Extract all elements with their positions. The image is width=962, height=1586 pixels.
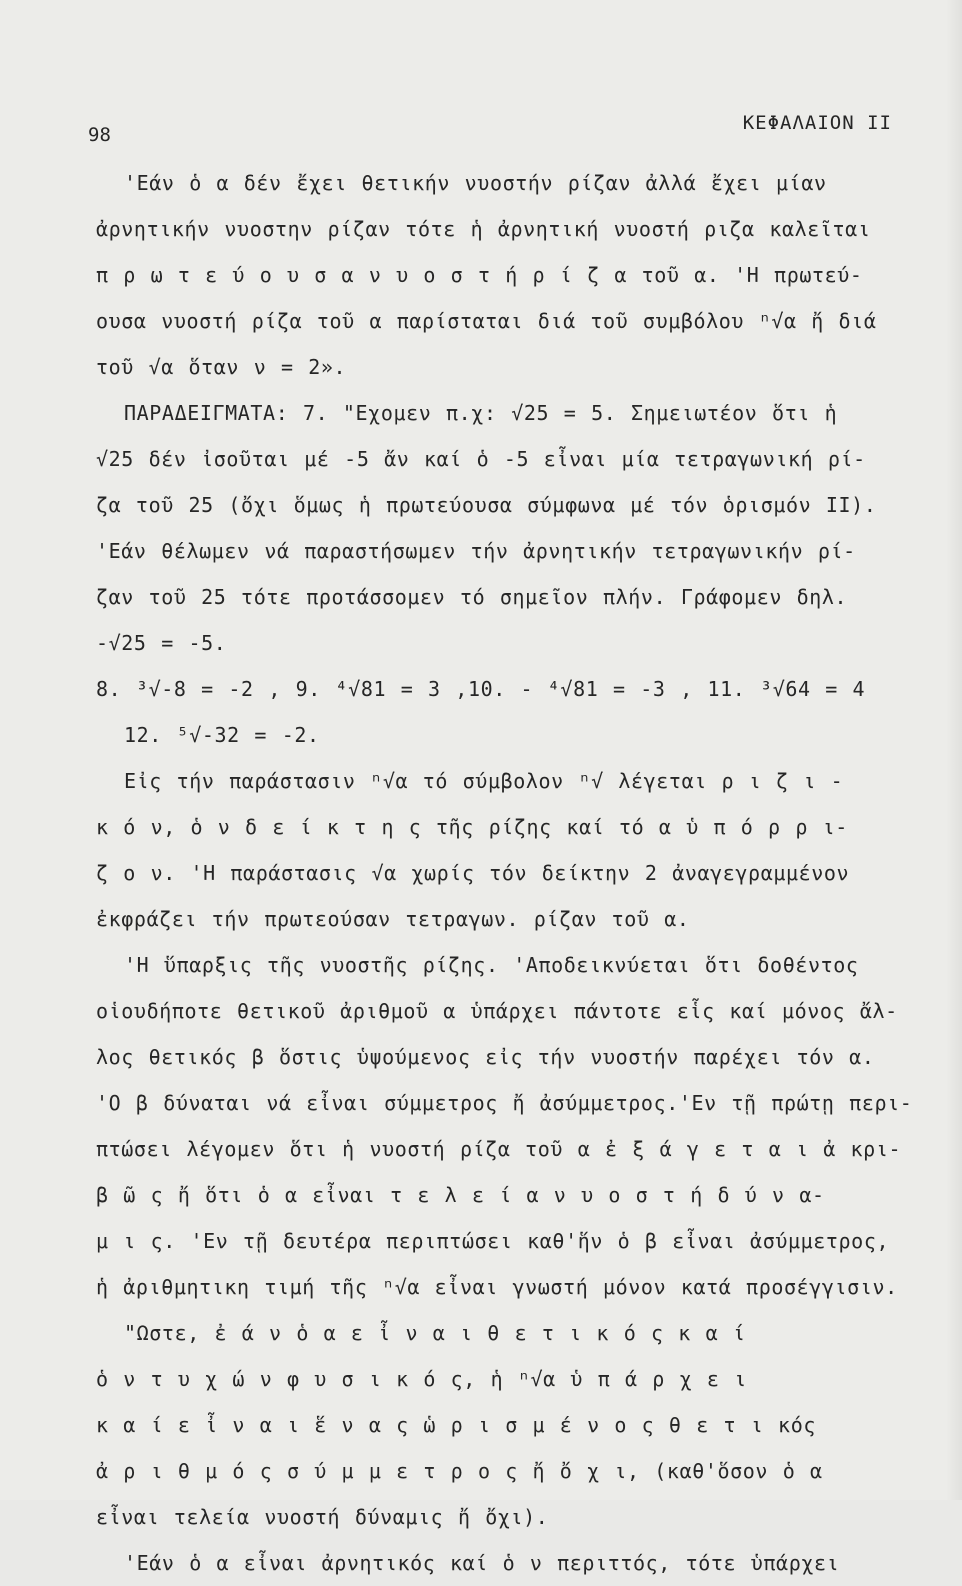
text-line: β ῶ ς ἤ ὅτι ὁ α εἶναι τ ε λ ε ί α ν υ ο σ τ ή δ ύ ν α- bbox=[96, 1183, 825, 1207]
text-line: πτώσει λέγομεν ὅτι ἡ νυοστή ρίζα τοῦ α ἐ ξ ά γ ε τ α ι ἀ κρι- bbox=[96, 1137, 902, 1161]
text-line: 'Ο β δύναται νά εἶναι σύμμετρος ἤ ἀσύμμετρος.'Εν τῇ πρώτῃ περι- bbox=[96, 1091, 913, 1115]
text-line: τοῦ √α ὅταν ν = 2». bbox=[96, 355, 347, 379]
page-body bbox=[96, 160, 948, 1586]
text-line: 'Εάν ὁ α εἶναι ἀρνητικός καί ὁ ν περιττός, τότε ὑπάρχει bbox=[124, 1551, 840, 1575]
formula-line: -√25 = -5. bbox=[96, 631, 227, 655]
text-line: εἶναι τελεία νυοστή δύναμις ἤ ὄχι). bbox=[96, 1505, 549, 1529]
page-number: 98 bbox=[88, 124, 111, 146]
text-line: ζαν τοῦ 25 τότε προτάσσομεν τό σημεῖον πλήν. Γράφομεν δηλ. bbox=[96, 585, 848, 609]
section-heading-line: 'Η ὕπαρξις τῆς νυοστῆς ρίζης. 'Αποδεικνύεται ὅτι δοθέντος bbox=[124, 953, 859, 977]
text-line: λος θετικός β ὅστις ὑψούμενος εἰς τήν νυοστήν παρέχει τόν α. bbox=[96, 1045, 875, 1069]
text-line: ἀ ρ ι θ μ ό ς σ ύ μ μ ε τ ρ ο ς ἤ ὄ χ ι, (καθ'ὅσον ὁ α bbox=[96, 1459, 823, 1483]
text-line: √25 δέν ἰσοῦται μέ -5 ἄν καί ὁ -5 εἶναι μία τετραγωνική ρί- bbox=[96, 447, 866, 471]
text-line: οἱουδήποτε θετικοῦ ἀριθμοῦ α ὑπάρχει πάντοτε εἷς καί μόνος ἄλ- bbox=[96, 999, 898, 1023]
text-line: μ ι ς. 'Εν τῇ δευτέρα περιπτώσει καθ'ἥν ὁ β εἶναι ἀσύμμετρος, bbox=[96, 1229, 890, 1253]
page-header bbox=[88, 112, 892, 152]
text-line: ὁ ν τ υ χ ώ ν φ υ σ ι κ ό ς, ἡ ⁿ√α ὑ π ά ρ χ ε ι bbox=[96, 1367, 747, 1391]
text-line: κ ό ν, ὁ ν δ ε ί κ τ η ς τῆς ρίζης καί τό α ὑ π ό ρ ρ ι- bbox=[96, 815, 848, 839]
text-line: ζ ο ν. 'Η παράστασις √α χωρίς τόν δείκτην 2 ἀναγεγραμμένον bbox=[96, 861, 850, 885]
examples-heading-line: ΠΑΡΑΔΕΙΓΜΑΤΑ: 7. "Εχομεν π.χ: √25 = 5. Σημειωτέον ὅτι ἡ bbox=[124, 401, 838, 425]
text-line: π ρ ω τ ε ύ ο υ σ α ν υ ο σ τ ή ρ ί ζ α τοῦ α. 'Η πρωτεύ- bbox=[96, 263, 863, 287]
formula-line: 12. ⁵√-32 = -2. bbox=[124, 723, 320, 747]
text-line: ἐκφράζει τήν πρωτεούσαν τετραγων. ρίζαν τοῦ α. bbox=[96, 907, 690, 931]
text-line: ἡ ἀριθμητικη τιμή τῆς ⁿ√α εἶναι γνωστή μόνον κατά προσέγγισιν. bbox=[96, 1275, 898, 1299]
text-line: κ α ί ε ἶ ν α ι ἕ ν α ς ὡ ρ ι σ μ έ ν ο ς θ ε τ ι κός bbox=[96, 1413, 816, 1437]
formula-line: 8. ³√-8 = -2 , 9. ⁴√81 = 3 ,10. - ⁴√81 = -3 , 11. ³√64 = 4 bbox=[96, 677, 866, 701]
text-line: ἀρνητικήν νυοστην ρίζαν τότε ἡ ἀρνητική νυοστή ριζα καλεῖται bbox=[96, 217, 871, 241]
text-line: Εἰς τήν παράστασιν ⁿ√α τό σύμβολον ⁿ√ λέγεται ρ ι ζ ι - bbox=[124, 769, 844, 793]
page-edge-shadow bbox=[946, 0, 962, 1500]
text-line: ουσα νυοστή ρίζα τοῦ α παρίσταται διά τοῦ συμβόλου ⁿ√α ἤ διά bbox=[96, 309, 877, 333]
text-line: ζα τοῦ 25 (ὄχι ὅμως ἡ πρωτεύουσα σύμφωνα μέ τόν ὁρισμόν II). bbox=[96, 493, 877, 517]
text-line: 'Εάν ὁ α δέν ἔχει θετικήν νυοστήν ρίζαν ἀλλά ἔχει μίαν bbox=[124, 171, 827, 195]
chapter-title: ΚΕΦΑΛΑΙΟΝ II bbox=[742, 112, 892, 134]
text-line: "Ωστε, ἐ ά ν ὁ α ε ἶ ν α ι θ ε τ ι κ ό ς κ α ί bbox=[124, 1321, 746, 1345]
text-line: 'Εάν θέλωμεν νά παραστήσωμεν τήν ἀρνητικήν τετραγωνικήν ρί- bbox=[96, 539, 856, 563]
